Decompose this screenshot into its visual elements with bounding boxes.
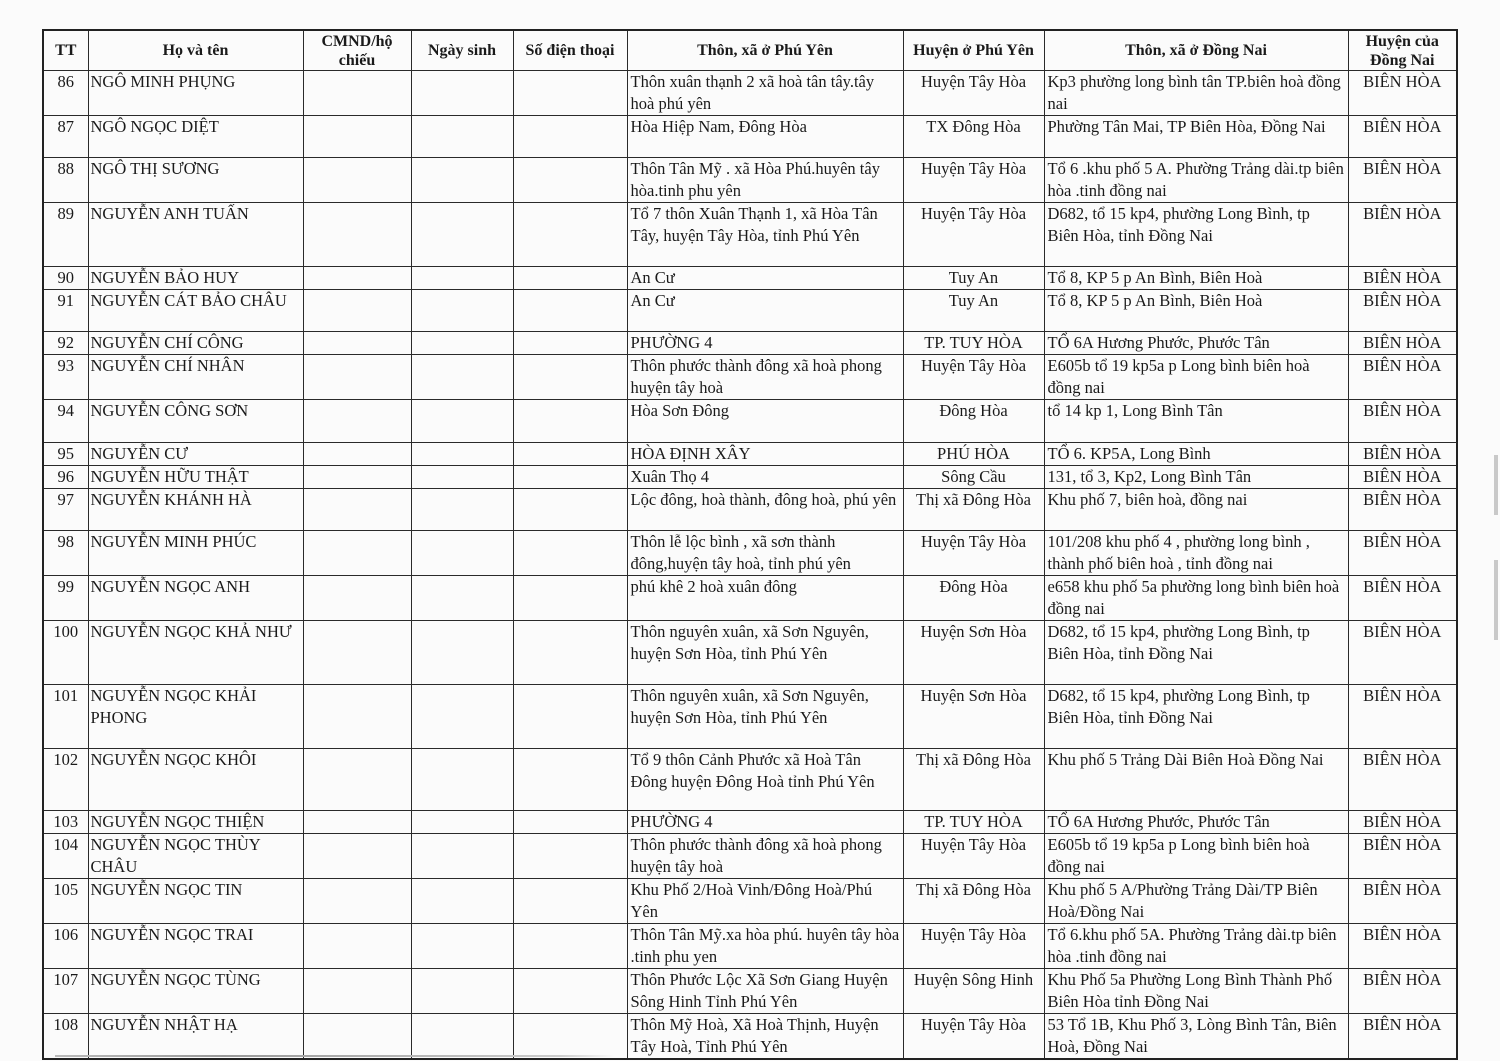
header-phone: Số điện thoại xyxy=(513,30,627,71)
table-row xyxy=(43,158,1457,203)
row-number: 93 xyxy=(43,355,88,400)
phu-yen-district: Huyện Sơn Hòa xyxy=(903,685,1044,749)
dong-nai-district: BIÊN HÒA xyxy=(1348,400,1457,443)
phu-yen-district: Huyện Tây Hòa xyxy=(903,71,1044,116)
full-name: NGUYỄN NGỌC TRAI xyxy=(88,924,303,969)
id-number-redacted xyxy=(303,969,411,1014)
table-row xyxy=(43,531,1457,576)
id-number-redacted xyxy=(303,267,411,290)
id-number-redacted xyxy=(303,621,411,685)
phone-redacted xyxy=(513,1014,627,1060)
phu-yen-district: Huyện Sơn Hòa xyxy=(903,621,1044,685)
phu-yen-district: Huyện Tây Hòa xyxy=(903,531,1044,576)
phu-yen-district: Huyện Tây Hòa xyxy=(903,1014,1044,1060)
header-py-address: Thôn, xã ở Phú Yên xyxy=(627,30,903,71)
phu-yen-district: Tuy An xyxy=(903,267,1044,290)
birth-date-redacted xyxy=(411,576,513,621)
birth-date-redacted xyxy=(411,355,513,400)
dong-nai-address: D682, tổ 15 kp4, phường Long Bình, tp Biên Hòa, tỉnh Đồng Nai xyxy=(1044,621,1348,685)
table-header-row xyxy=(43,30,1457,71)
phu-yen-district: Thị xã Đông Hòa xyxy=(903,879,1044,924)
dong-nai-district: BIÊN HÒA xyxy=(1348,879,1457,924)
full-name: NGÔ MINH PHỤNG xyxy=(88,71,303,116)
phu-yen-district: Huyện Tây Hòa xyxy=(903,834,1044,879)
full-name: NGUYỄN NGỌC THIỆN xyxy=(88,811,303,834)
phu-yen-district: TX Đông Hòa xyxy=(903,116,1044,158)
full-name: NGUYỄN NGỌC KHẢI PHONG xyxy=(88,685,303,749)
phu-yen-address: HÒA ĐỊNH XÂY xyxy=(627,443,903,466)
phu-yen-address: Khu Phố 2/Hoà Vinh/Đông Hoà/Phú Yên xyxy=(627,879,903,924)
table-row xyxy=(43,267,1457,290)
table-row xyxy=(43,489,1457,531)
phu-yen-address: Thôn Phước Lộc Xã Sơn Giang Huyện Sông Hinh Tỉnh Phú Yên xyxy=(627,969,903,1014)
id-number-redacted xyxy=(303,834,411,879)
birth-date-redacted xyxy=(411,969,513,1014)
phu-yen-address: Hòa Hiệp Nam, Đông Hòa xyxy=(627,116,903,158)
dong-nai-district: BIÊN HÒA xyxy=(1348,811,1457,834)
id-number-redacted xyxy=(303,466,411,489)
birth-date-redacted xyxy=(411,834,513,879)
row-number: 104 xyxy=(43,834,88,879)
phu-yen-district: Huyện Tây Hòa xyxy=(903,203,1044,267)
row-number: 105 xyxy=(43,879,88,924)
birth-date-redacted xyxy=(411,400,513,443)
full-name: NGUYỄN NGỌC KHÔI xyxy=(88,749,303,811)
full-name: NGUYỄN CHÍ CÔNG xyxy=(88,332,303,355)
header-name: Họ và tên xyxy=(88,30,303,71)
full-name: NGUYỄN NHẬT HẠ xyxy=(88,1014,303,1060)
phone-redacted xyxy=(513,924,627,969)
phone-redacted xyxy=(513,116,627,158)
phone-redacted xyxy=(513,466,627,489)
dong-nai-address: D682, tổ 15 kp4, phường Long Bình, tp Biên Hòa, tỉnh Đồng Nai xyxy=(1044,685,1348,749)
table-row xyxy=(43,466,1457,489)
birth-date-redacted xyxy=(411,332,513,355)
resident-list-page xyxy=(42,29,1456,1060)
row-number: 87 xyxy=(43,116,88,158)
table-row xyxy=(43,400,1457,443)
birth-date-redacted xyxy=(411,267,513,290)
phu-yen-address: Thôn nguyên xuân, xã Sơn Nguyên, huyện Sơn Hòa, tỉnh Phú Yên xyxy=(627,621,903,685)
id-number-redacted xyxy=(303,749,411,811)
dong-nai-address: e658 khu phố 5a phường long bình biên hoà đồng nai xyxy=(1044,576,1348,621)
birth-date-redacted xyxy=(411,531,513,576)
dong-nai-district: BIÊN HÒA xyxy=(1348,443,1457,466)
phu-yen-address: An Cư xyxy=(627,290,903,332)
dong-nai-address: Khu phố 7, biên hoà, đồng nai xyxy=(1044,489,1348,531)
phu-yen-address: Thôn Tân Mỹ . xã Hòa Phú.huyên tây hòa.tinh phu yên xyxy=(627,158,903,203)
phu-yen-address: Lộc đông, hoà thành, đông hoà, phú yên xyxy=(627,489,903,531)
row-number: 88 xyxy=(43,158,88,203)
birth-date-redacted xyxy=(411,1014,513,1060)
phu-yen-district: PHÚ HÒA xyxy=(903,443,1044,466)
row-number: 94 xyxy=(43,400,88,443)
birth-date-redacted xyxy=(411,116,513,158)
dong-nai-district: BIÊN HÒA xyxy=(1348,489,1457,531)
phu-yen-address: Thôn nguyên xuân, xã Sơn Nguyên, huyện Sơn Hòa, tỉnh Phú Yên xyxy=(627,685,903,749)
table-row xyxy=(43,116,1457,158)
dong-nai-district: BIÊN HÒA xyxy=(1348,355,1457,400)
full-name: NGUYỄN CƯ xyxy=(88,443,303,466)
dong-nai-address: E605b tổ 19 kp5a p Long bình biên hoà đồng nai xyxy=(1044,355,1348,400)
phu-yen-address: PHƯỜNG 4 xyxy=(627,811,903,834)
dong-nai-district: BIÊN HÒA xyxy=(1348,158,1457,203)
header-dn-district: Huyện của Đồng Nai xyxy=(1348,30,1457,71)
phone-redacted xyxy=(513,811,627,834)
dong-nai-district: BIÊN HÒA xyxy=(1348,531,1457,576)
header-id: CMND/hộ chiếu xyxy=(303,30,411,71)
id-number-redacted xyxy=(303,489,411,531)
birth-date-redacted xyxy=(411,443,513,466)
full-name: NGUYỄN CÔNG SƠN xyxy=(88,400,303,443)
birth-date-redacted xyxy=(411,489,513,531)
dong-nai-address: Phường Tân Mai, TP Biên Hòa, Đồng Nai xyxy=(1044,116,1348,158)
row-number: 95 xyxy=(43,443,88,466)
phone-redacted xyxy=(513,749,627,811)
table-row xyxy=(43,685,1457,749)
dong-nai-district: BIÊN HÒA xyxy=(1348,685,1457,749)
birth-date-redacted xyxy=(411,158,513,203)
phu-yen-district: Tuy An xyxy=(903,290,1044,332)
header-tt: TT xyxy=(43,30,88,71)
birth-date-redacted xyxy=(411,879,513,924)
id-number-redacted xyxy=(303,924,411,969)
phone-redacted xyxy=(513,290,627,332)
birth-date-redacted xyxy=(411,290,513,332)
full-name: NGUYỄN MINH PHÚC xyxy=(88,531,303,576)
birth-date-redacted xyxy=(411,811,513,834)
full-name: NGUYỄN KHÁNH HÀ xyxy=(88,489,303,531)
dong-nai-address: TỔ 6A Hương Phước, Phước Tân xyxy=(1044,332,1348,355)
table-row xyxy=(43,203,1457,267)
phu-yen-district: Huyện Sông Hinh xyxy=(903,969,1044,1014)
row-number: 100 xyxy=(43,621,88,685)
phone-redacted xyxy=(513,443,627,466)
phone-redacted xyxy=(513,71,627,116)
dong-nai-district: BIÊN HÒA xyxy=(1348,466,1457,489)
row-number: 108 xyxy=(43,1014,88,1060)
birth-date-redacted xyxy=(411,621,513,685)
dong-nai-address: TỔ 6A Hương Phước, Phước Tân xyxy=(1044,811,1348,834)
id-number-redacted xyxy=(303,811,411,834)
id-number-redacted xyxy=(303,531,411,576)
dong-nai-address: E605b tổ 19 kp5a p Long bình biên hoà đồng nai xyxy=(1044,834,1348,879)
row-number: 86 xyxy=(43,71,88,116)
phone-redacted xyxy=(513,332,627,355)
phu-yen-district: Sông Cầu xyxy=(903,466,1044,489)
phone-redacted xyxy=(513,576,627,621)
phone-redacted xyxy=(513,267,627,290)
phone-redacted xyxy=(513,621,627,685)
full-name: NGUYỄN NGỌC TÙNG xyxy=(88,969,303,1014)
dong-nai-address: D682, tổ 15 kp4, phường Long Bình, tp Biên Hòa, tỉnh Đồng Nai xyxy=(1044,203,1348,267)
full-name: NGUYỄN NGỌC THÙY CHÂU xyxy=(88,834,303,879)
dong-nai-address: TỔ 6. KP5A, Long Bình xyxy=(1044,443,1348,466)
table-row xyxy=(43,1014,1457,1060)
dong-nai-district: BIÊN HÒA xyxy=(1348,267,1457,290)
header-dob: Ngày sinh xyxy=(411,30,513,71)
phu-yen-district: Huyện Tây Hòa xyxy=(903,158,1044,203)
birth-date-redacted xyxy=(411,71,513,116)
table-row xyxy=(43,71,1457,116)
phu-yen-address: Thôn phước thành đông xã hoà phong huyện tây hoà xyxy=(627,834,903,879)
table-row xyxy=(43,332,1457,355)
row-number: 89 xyxy=(43,203,88,267)
phu-yen-district: Đông Hòa xyxy=(903,400,1044,443)
row-number: 96 xyxy=(43,466,88,489)
phu-yen-address: Thôn Mỹ Hoà, Xã Hoà Thịnh, Huyện Tây Hoà, Tỉnh Phú Yên xyxy=(627,1014,903,1060)
table-row xyxy=(43,749,1457,811)
birth-date-redacted xyxy=(411,924,513,969)
row-number: 98 xyxy=(43,531,88,576)
dong-nai-district: BIÊN HÒA xyxy=(1348,116,1457,158)
full-name: NGUYỄN ANH TUẤN xyxy=(88,203,303,267)
dong-nai-address: Kp3 phường long bình tân TP.biên hoà đồng nai xyxy=(1044,71,1348,116)
dong-nai-address: Khu phố 5 A/Phường Trảng Dài/TP Biên Hoà/Đồng Nai xyxy=(1044,879,1348,924)
phu-yen-district: Thị xã Đông Hòa xyxy=(903,749,1044,811)
header-py-district: Huyện ở Phú Yên xyxy=(903,30,1044,71)
row-number: 92 xyxy=(43,332,88,355)
phu-yen-address: Thôn Tân Mỹ.xa hòa phú. huyên tây hòa .tinh phu yen xyxy=(627,924,903,969)
phu-yen-address: phú khê 2 hoà xuân đông xyxy=(627,576,903,621)
table-body xyxy=(43,71,1457,1060)
phu-yen-district: TP. TUY HÒA xyxy=(903,811,1044,834)
dong-nai-address: 101/208 khu phố 4 , phường long bình , thành phố biên hoà , tỉnh đồng nai xyxy=(1044,531,1348,576)
phu-yen-address: Thôn xuân thạnh 2 xã hoà tân tây.tây hoà phú yên xyxy=(627,71,903,116)
id-number-redacted xyxy=(303,71,411,116)
dong-nai-address: 53 Tổ 1B, Khu Phố 3, Lòng Bình Tân, Biên Hoà, Đồng Nai xyxy=(1044,1014,1348,1060)
row-number: 106 xyxy=(43,924,88,969)
id-number-redacted xyxy=(303,879,411,924)
id-number-redacted xyxy=(303,355,411,400)
dong-nai-district: BIÊN HÒA xyxy=(1348,71,1457,116)
dong-nai-district: BIÊN HÒA xyxy=(1348,290,1457,332)
full-name: NGUYỄN CHÍ NHÂN xyxy=(88,355,303,400)
dong-nai-address: tổ 14 kp 1, Long Bình Tân xyxy=(1044,400,1348,443)
id-number-redacted xyxy=(303,116,411,158)
birth-date-redacted xyxy=(411,749,513,811)
table-row xyxy=(43,576,1457,621)
scan-artifact xyxy=(1494,455,1498,515)
table-row xyxy=(43,621,1457,685)
dong-nai-address: Tổ 8, KP 5 p An Bình, Biên Hoà xyxy=(1044,290,1348,332)
table-row xyxy=(43,811,1457,834)
full-name: NGUYỄN NGỌC TIN xyxy=(88,879,303,924)
id-number-redacted xyxy=(303,685,411,749)
phone-redacted xyxy=(513,969,627,1014)
row-number: 101 xyxy=(43,685,88,749)
phu-yen-district: Thị xã Đông Hòa xyxy=(903,489,1044,531)
phu-yen-district: Huyện Tây Hòa xyxy=(903,355,1044,400)
id-number-redacted xyxy=(303,1014,411,1060)
table-row xyxy=(43,355,1457,400)
id-number-redacted xyxy=(303,400,411,443)
phone-redacted xyxy=(513,203,627,267)
phone-redacted xyxy=(513,879,627,924)
id-number-redacted xyxy=(303,576,411,621)
table-row xyxy=(43,290,1457,332)
full-name: NGÔ NGỌC DIỆT xyxy=(88,116,303,158)
phu-yen-address: Tổ 7 thôn Xuân Thạnh 1, xã Hòa Tân Tây, huyện Tây Hòa, tỉnh Phú Yên xyxy=(627,203,903,267)
dong-nai-address: Tổ 6 .khu phố 5 A. Phường Trảng dài.tp biên hòa .tinh đồng nai xyxy=(1044,158,1348,203)
phone-redacted xyxy=(513,685,627,749)
dong-nai-district: BIÊN HÒA xyxy=(1348,1014,1457,1060)
dong-nai-address: Tổ 8, KP 5 p An Bình, Biên Hoà xyxy=(1044,267,1348,290)
phu-yen-address: Hòa Sơn Đông xyxy=(627,400,903,443)
table-row xyxy=(43,879,1457,924)
row-number: 91 xyxy=(43,290,88,332)
birth-date-redacted xyxy=(411,203,513,267)
phu-yen-address: Thôn phước thành đông xã hoà phong huyện tây hoà xyxy=(627,355,903,400)
full-name: NGÔ THỊ SƯƠNG xyxy=(88,158,303,203)
birth-date-redacted xyxy=(411,685,513,749)
full-name: NGUYỄN CÁT BẢO CHÂU xyxy=(88,290,303,332)
row-number: 107 xyxy=(43,969,88,1014)
table-row xyxy=(43,969,1457,1014)
id-number-redacted xyxy=(303,203,411,267)
row-number: 99 xyxy=(43,576,88,621)
phu-yen-address: Thôn lễ lộc bình , xã sơn thành đông,huyện tây hoà, tỉnh phú yên xyxy=(627,531,903,576)
phu-yen-address: Tổ 9 thôn Cảnh Phước xã Hoà Tân Đông huyện Đông Hoà tỉnh Phú Yên xyxy=(627,749,903,811)
dong-nai-district: BIÊN HÒA xyxy=(1348,576,1457,621)
birth-date-redacted xyxy=(411,466,513,489)
id-number-redacted xyxy=(303,332,411,355)
phu-yen-address: PHƯỜNG 4 xyxy=(627,332,903,355)
phone-redacted xyxy=(513,834,627,879)
table-row xyxy=(43,834,1457,879)
dong-nai-district: BIÊN HÒA xyxy=(1348,332,1457,355)
dong-nai-address: 131, tổ 3, Kp2, Long Bình Tân xyxy=(1044,466,1348,489)
phu-yen-district: Đông Hòa xyxy=(903,576,1044,621)
id-number-redacted xyxy=(303,158,411,203)
full-name: NGUYỄN NGỌC KHẢ NHƯ xyxy=(88,621,303,685)
dong-nai-address: Tổ 6.khu phố 5A. Phường Trảng dài.tp biên hòa .tinh đồng nai xyxy=(1044,924,1348,969)
row-number: 90 xyxy=(43,267,88,290)
id-number-redacted xyxy=(303,443,411,466)
full-name: NGUYỄN BẢO HUY xyxy=(88,267,303,290)
dong-nai-district: BIÊN HÒA xyxy=(1348,834,1457,879)
dong-nai-district: BIÊN HÒA xyxy=(1348,969,1457,1014)
table-row xyxy=(43,924,1457,969)
id-number-redacted xyxy=(303,290,411,332)
row-number: 102 xyxy=(43,749,88,811)
dong-nai-address: Khu Phố 5a Phường Long Bình Thành Phố Biên Hòa tỉnh Đồng Nai xyxy=(1044,969,1348,1014)
resident-table xyxy=(42,29,1458,1060)
row-number: 97 xyxy=(43,489,88,531)
page-edge-line xyxy=(55,1055,615,1057)
table-row xyxy=(43,443,1457,466)
phone-redacted xyxy=(513,158,627,203)
header-dn-address: Thôn, xã ở Đồng Nai xyxy=(1044,30,1348,71)
phone-redacted xyxy=(513,531,627,576)
dong-nai-address: Khu phố 5 Trảng Dài Biên Hoà Đồng Nai xyxy=(1044,749,1348,811)
phu-yen-district: Huyện Tây Hòa xyxy=(903,924,1044,969)
phu-yen-address: Xuân Thọ 4 xyxy=(627,466,903,489)
dong-nai-district: BIÊN HÒA xyxy=(1348,203,1457,267)
phu-yen-district: TP. TUY HÒA xyxy=(903,332,1044,355)
full-name: NGUYỄN HỮU THẬT xyxy=(88,466,303,489)
phone-redacted xyxy=(513,489,627,531)
phone-redacted xyxy=(513,400,627,443)
dong-nai-district: BIÊN HÒA xyxy=(1348,924,1457,969)
scan-artifact xyxy=(1494,560,1498,640)
row-number: 103 xyxy=(43,811,88,834)
phone-redacted xyxy=(513,355,627,400)
dong-nai-district: BIÊN HÒA xyxy=(1348,749,1457,811)
dong-nai-district: BIÊN HÒA xyxy=(1348,621,1457,685)
full-name: NGUYỄN NGỌC ANH xyxy=(88,576,303,621)
phu-yen-address: An Cư xyxy=(627,267,903,290)
